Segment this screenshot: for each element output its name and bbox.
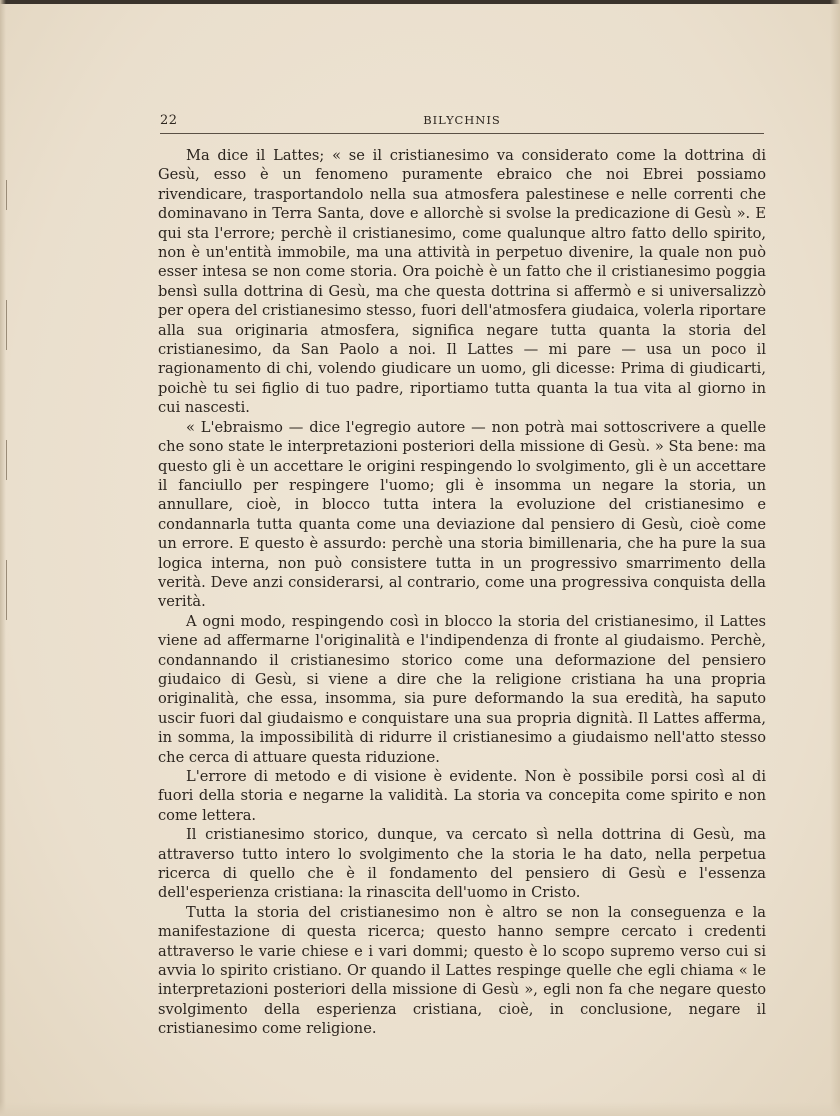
- paragraph: « L'ebraismo — dice l'egregio autore — non potrà mai sottoscrivere a quelle che sono state le interpretazioni posteriori della missione di Gesù. » Sta bene: ma questo gli è un accettare le origini respingendo lo svolgimento, gli è un accettare il fanciullo per respingere l'uomo; gli è insomma un negare la storia, un annullare, cioè, in blocco tutta intera la evoluzione del cristianesimo e condannarla tutta quanta come una deviazione dal pensiero di Gesù, cioè come un errore. E questo è assurdo: perchè una storia bimillenaria, che ha pure la sua logica interna, non può consistere tutta in un progressivo smarrimento della verità. Deve anzi considerarsi, al contrario, come una progressiva conquista della verità.: [158, 418, 766, 611]
- body-text: [158, 146, 766, 1039]
- paragraph: Il cristianesimo storico, dunque, va cercato sì nella dottrina di Gesù, ma attraverso tutto intero lo svolgimento che la storia le ha dato, nella perpetua ricerca di quello che è il fondamento del pensiero di Gesù e l'essenza dell'esperienza cristiana: la rinascita dell'uomo in Cristo.: [158, 826, 766, 902]
- page-header: [160, 113, 764, 129]
- paragraph: Tutta la storia del cristianesimo non è altro se non la conseguenza e la manifestazione di questa ricerca; questo hanno sempre cercato i credenti attraverso le varie chiese e i vari dommi; questo è lo scopo supremo verso cui si avvia lo spirito cristiano. Or quando il Lattes respinge quelle che egli chiama « le interpretazioni posteriori della missione di Gesù », egli non fa che negare questo svolgimento della esperienza cristiana, cioè, in conclusione, negare il cristianesimo come religione.: [158, 903, 766, 1038]
- page-right-edge: [830, 0, 840, 1116]
- paragraph: A ogni modo, respingendo così in blocco la storia del cristianesimo, il Lattes viene ad affermarne l'originalità e l'indipendenza di fronte al giudaismo. Perchè, condannando il cristianesimo storico come una deformazione del pensiero giudaico di Gesù, si viene a dire che la religione cristiana ha una propria originalità, che essa, insomma, sia pure deformando la sua eredità, ha saputo uscir fuori dal giudaismo e conquistare una sua propria dignità. Il Lattes afferma, in somma, la impossibilità di ridurre il cristianesimo a giudaismo nell'atto stesso che cerca di attuare questa riduzione.: [158, 612, 766, 766]
- paragraph: L'errore di metodo e di visione è evidente. Non è possibile porsi così al di fuori della storia e negarne la validità. La storia va concepita come spirito e non come lettera.: [158, 768, 766, 824]
- binding-marks: [2, 140, 14, 740]
- page-bottom-edge: [0, 1102, 840, 1116]
- page-top-edge: [0, 0, 840, 4]
- page-number: 22: [160, 113, 178, 128]
- running-title: BILYCHNIS: [423, 113, 501, 127]
- paragraph: Ma dice il Lattes; « se il cristianesimo va considerato come la dottrina di Gesù, esso è un fenomeno puramente ebraico che noi Ebrei possiamo rivendicare, trasportandolo nella sua atmosfera palestinese e nelle correnti che dominavano in Terra Santa, dove e allorchè si svolse la predicazione di Gesù ». E qui sta l'errore; perchè il cristianesimo, come qualunque altro fatto dello spirito, non è un'entità immobile, ma una attività in perpetuo divenire, la quale non può esser intesa se non come storia. Ora poichè è un fatto che il cristianesimo poggia bensì sulla dottrina di Gesù, ma che questa dottrina si affermò e si universalizzò per opera del cristianesimo stesso, fuori dell'atmosfera giudaica, volerla riportare alla sua originaria atmosfera, significa negare tutta quanta la storia del cristianesimo, da San Paolo a noi. Il Lattes — mi pare — usa un poco il ragionamento di chi, volendo giudicare un uomo, gli dicesse: Prima di giudicarti, poichè tu sei figlio di tuo padre, riportiamo tutta quanta la tua vita al giorno in cui nascesti.: [158, 147, 766, 417]
- header-rule: [160, 133, 764, 134]
